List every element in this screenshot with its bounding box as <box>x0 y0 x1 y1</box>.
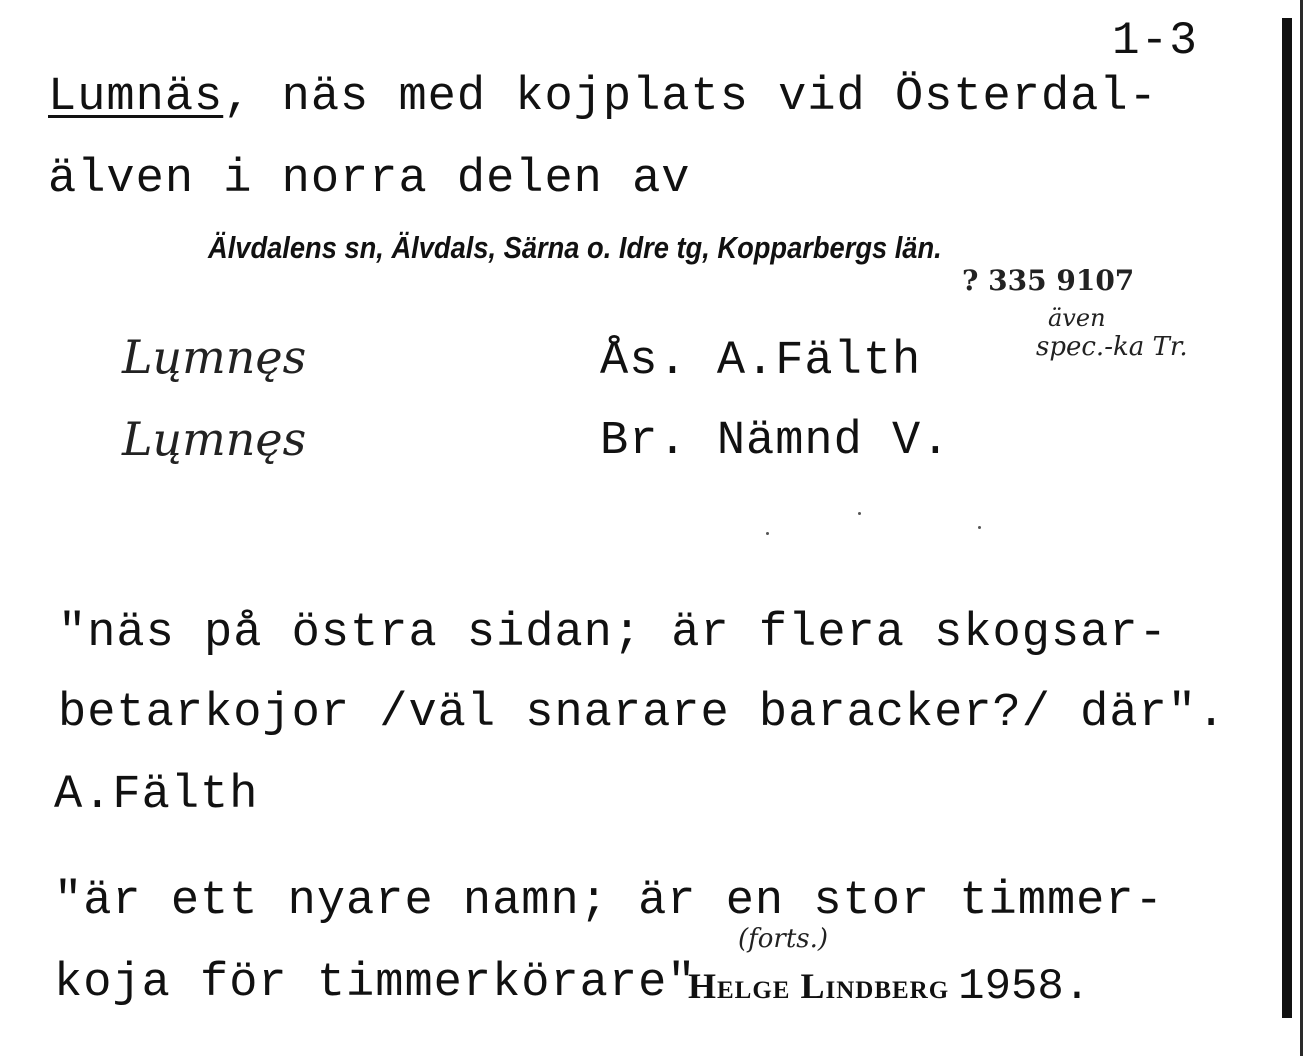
quote-2-line-2: koja för timmerkörare" <box>54 957 697 1010</box>
speck <box>858 512 861 515</box>
definition-line-2: älven i norra delen av <box>48 153 691 206</box>
card-edge-line <box>1300 0 1303 1056</box>
margin-note-line-1: även <box>1048 304 1106 332</box>
pronunciation-2: Lųmnęs <box>122 412 307 466</box>
map-reference-note: ? 335 9107 <box>962 264 1135 297</box>
margin-note-line-2: spec.-ka Tr. <box>1036 332 1188 362</box>
collector-signature <box>688 962 1090 1012</box>
speck <box>766 532 769 535</box>
card-edge-shadow <box>1282 18 1292 1018</box>
headword: Lumnäs <box>48 71 224 124</box>
collection-year: 1958. <box>958 962 1091 1012</box>
quote-1-line-1: "näs på östra sidan; är flera skogsar- <box>58 607 1168 660</box>
source-2: Br. Nämnd V. <box>600 415 951 468</box>
definition-line-1 <box>48 71 1158 124</box>
quote-1-line-2: betarkojor /väl snarare baracker?/ där". <box>58 687 1227 740</box>
source-1: Ås. A.Fälth <box>600 335 922 388</box>
parish-stamp: Älvdalens sn, Älvdals, Särna o. Idre tg, Kopparbergs län. <box>208 230 942 265</box>
definition-line-1-rest: , näs med kojplats vid Österdal- <box>223 71 1158 124</box>
collector-name: Helge Lindberg <box>688 966 950 1006</box>
quote-1-author: A.Fälth <box>54 769 259 822</box>
speck <box>978 526 981 529</box>
continued-note: (forts.) <box>738 924 829 954</box>
quote-2-line-1: "är ett nyare namn; är en stor timmer- <box>54 875 1164 928</box>
pronunciation-1: Lųmnęs <box>122 330 307 384</box>
card-number: 1-3 <box>1112 15 1198 67</box>
